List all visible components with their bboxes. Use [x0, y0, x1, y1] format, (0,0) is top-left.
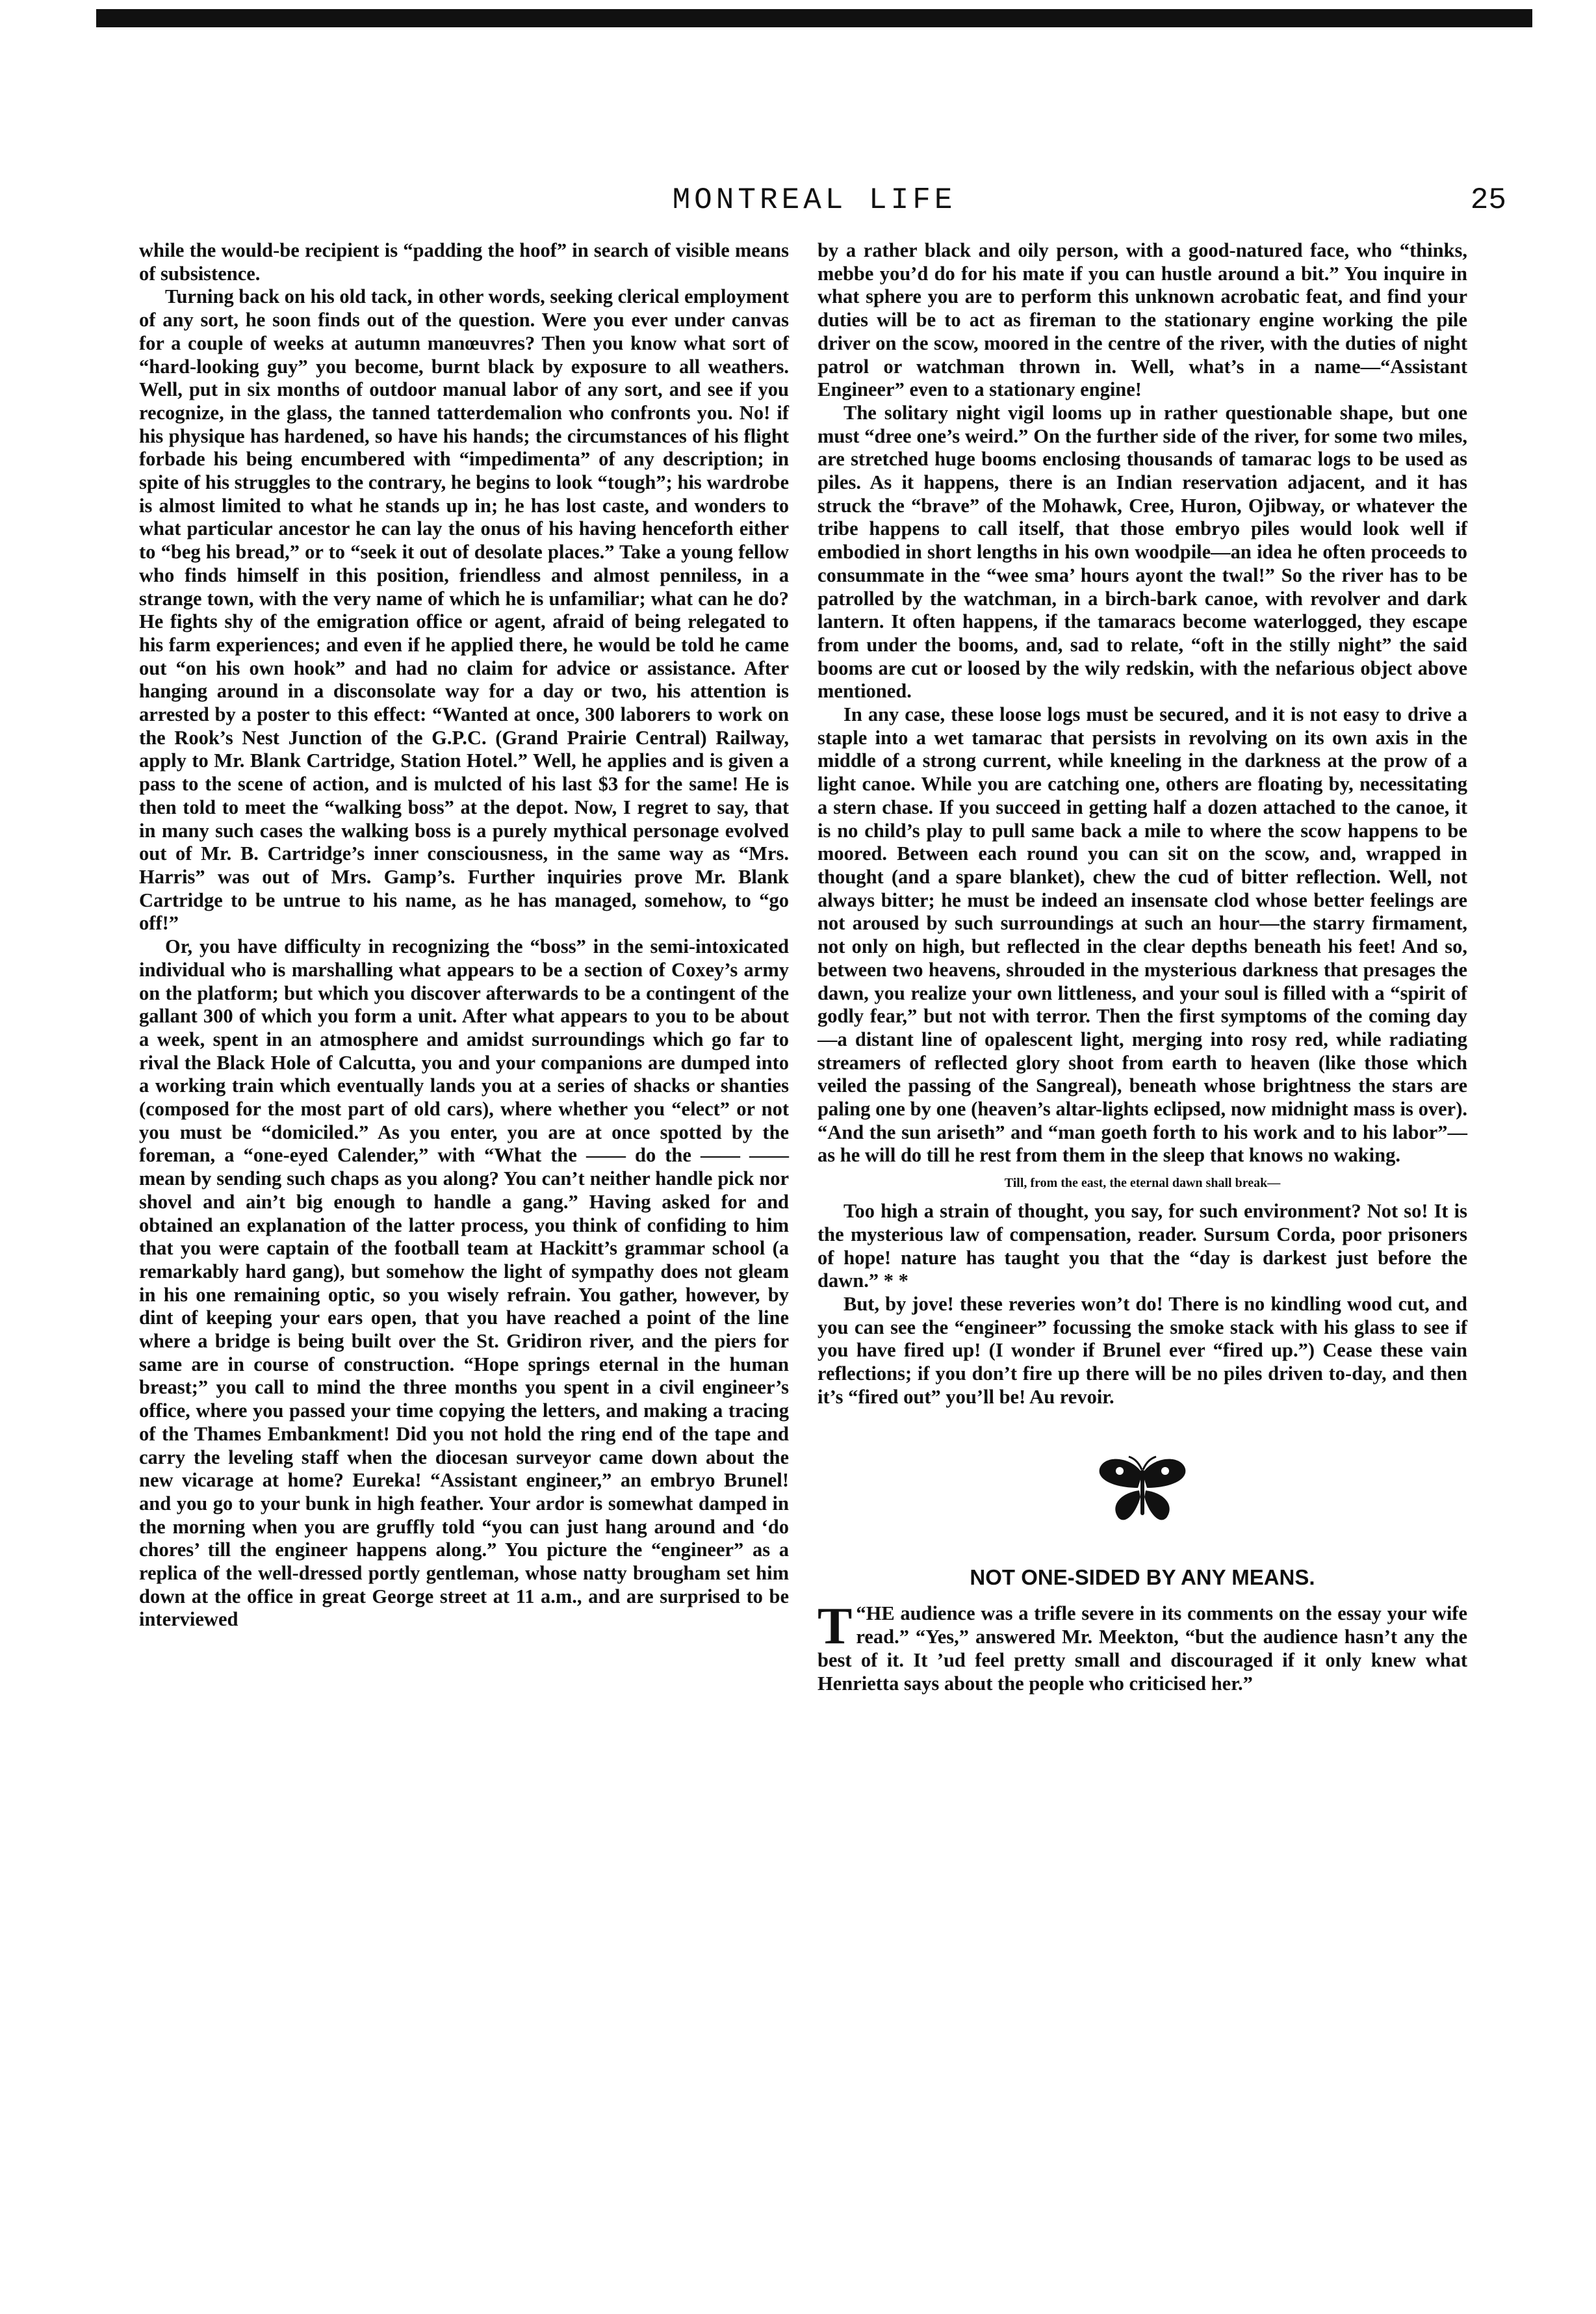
paragraph: while the would-be recipient is “padding the hoof” in search of visible means of subsistence. — [139, 239, 789, 285]
paragraph: The solitary night vigil looms up in rather questionable shape, but one must “dree one’s weird.” On the further side of the river, for some two miles, are stretched huge booms enclosing thousands of tamarac logs to be used as piles. As it happens, there is an Indian reservation adjacent, and it has struck the “brave” of the Mohawk, Cree, Huron, Ojibway, or whatever the tribe happens to call itself, that those embryo piles would look well if embodied in short lengths in his own woodpile—an idea he often proceeds to consummate in the “wee sma’ hours ayont the twal!” So the river has to be patrolled by the watchman, in a birch-bark canoe, with revolver and dark lantern. It often happens, if the tamaracs become waterlogged, they escape from under the booms, and, sad to relate, “oft in the stilly night” the said booms are cut or loosed by the wily redskin, with the nefarious object above mentioned. — [817, 401, 1467, 703]
drop-cap: T — [817, 1598, 853, 1656]
paragraph: by a rather black and oily person, with a good-natured face, who “thinks, mebbe you’d do for his mate if you can hustle around a bit.” You inquire in what sphere you are to perform this unknown acrobatic feat, and find your duties will be to act as fireman to the stationary engine working the pile driver on the scow, moored in the centre of the river, with the duties of night patrol or watchman thrown in. Well, what’s in a name—“Assistant Engineer” even to a stationary engine! — [817, 239, 1467, 401]
anecdote-paragraph — [817, 1598, 1467, 1695]
top-rule — [96, 9, 1532, 27]
page-number: 25 — [1470, 183, 1506, 217]
paragraph: In any case, these loose logs must be secured, and it is not easy to drive a staple into a wet tamarac that persists in revolving on its own axis in the middle of a strong current, while kneeling in the darkness at the prow of a light canoe. While you are catching one, others are floating by, necessitating a stern chase. If you succeed in getting half a dozen attached to the canoe, it is no child’s play to pull same back a mile to where the scow happens to be moored. Between each round you can sit on the scow, and, wrapped in thought (and a spare blanket), chew the cud of bitter reflection. Well, not always bitter; he must be indeed an insensate clod whose better feelings are not aroused by such surroundings at such an hour—the starry firmament, not only on high, but reflected in the clear depths beneath his feet! And so, between two heavens, shrouded in the mysterious darkness that presages the dawn, you realize your own littleness, and your soul is filled with a “spirit of godly fear,” but not with terror. Then the first symptoms of the coming day—a distant line of opalescent light, merging into rosy red, while radiating streamers of reflected glory shoot from earth to heaven (like those which veiled the passing of the Sangreal), beneath whose brightness the stars are paling one by one (heaven’s altar-lights eclipsed, now midnight mass is over). “And the sun ariseth” and “man goeth forth to his work and to his labor”—as he will do till he rest from them in the sleep that knows no waking. — [817, 703, 1467, 1167]
paragraph: Or, you have difficulty in recognizing the “boss” in the semi-intoxicated individual who is marshalling what appears to be a section of Coxey’s army on the platform; but which you discover afterwards to be a contingent of the gallant 300 of which you form a unit. After what appears to you to be about a week, spent in an atmosphere and amidst surroundings which go far to rival the Black Hole of Calcutta, you and your companions are dumped into a working train which eventually lands you at a series of shacks or shanties (composed for the most part of old cars), where whether you “elect” or not you must be “domiciled.” As you enter, you are at once spotted by the foreman, a “one-eyed Calender,” with “What the —— do the —— —— mean by sending such chaps as you along? You can’t neither handle pick nor shovel and ain’t big enough to handle a gang.” Having asked for and obtained an explanation of the latter process, you think of confiding to him that you were captain of the football team at Hackitt’s grammar school (a remarkably hard gang), but somehow the light of sympathy does not gleam in his one remaining optic, so you wisely refrain. You gather, however, by dint of keeping your ears open, that you have reached a point of the line where a bridge is being built over the St. Gridiron river, and the piers for same are in course of construction. “Hope springs eternal in the human breast;” you call to mind the three months you spent in a civil engineer’s office, where you passed your time copying the letters, and making a tracing of the Thames Embankment! Did you not hold the ring end of the tape and carry the leveling staff when the diocesan surveyor came down about the new vicarage at home? Eureka! “Assistant engineer,” an embryo Brunel! and you go to your bunk in high feather. Your ardor is somewhat damped in the morning when you are gruffly told “you can just hang around and ‘do chores’ till the engineer happens along.” You picture the “engineer” as a replica of the well-dressed portly gentleman, whose natty brougham set him down at the office in great George street at 11 a.m., and are surprised to be interviewed — [139, 935, 789, 1631]
butterfly-ornament-icon — [1094, 1454, 1191, 1526]
open-quote: “ — [856, 1602, 866, 1625]
page-header — [96, 181, 1532, 220]
right-column — [817, 239, 1467, 1695]
paragraph: But, by jove! these reveries won’t do! There is no kindling wood cut, and you can see the “engineer” focussing the smoke stack with his glass to see if you have fired up! (I wonder if Brunel ever “fired up.”) Cease these vain reflections; if you don’t fire up there will be no piles driven to-day, and then it’s “fired out” you’ll be! Au revoir. — [817, 1292, 1467, 1408]
running-title: MONTREAL LIFE — [672, 183, 957, 217]
section-heading: NOT ONE-SIDED BY ANY MEANS. — [970, 1565, 1315, 1590]
paragraph: Too high a strain of thought, you say, for such environment? Not so! It is the mysterious law of compensation, reader. Sursum Corda, poor prisoners of hope! nature has taught you that the “day is darkest just before the dawn.” * * — [817, 1200, 1467, 1292]
paragraph: Turning back on his old tack, in other words, seeking clerical employment of any sort, he soon finds out of the question. Were you ever under canvas for a couple of weeks at autumn manœuvres? Then you know what sort of “hard-looking guy” you become, burnt black by exposure to all weathers. Well, put in six months of outdoor manual labor of any sort, and see if you recognize, in the glass, the tanned tatterdemalion who confronts you. No! if his physique has hardened, so have his hands; the circumstances of his flight forbade his being encumbered with “impedimenta” of any description; in spite of his struggles to the contrary, he begins to look “tough”; his wardrobe is almost limited to what he stands up in; he has lost caste, and wonders to what particular ancestor he can lay the onus of his having henceforth either to “beg his bread,” or to “seek it out of desolate places.” Take a young fellow who finds himself in this position, friendless and almost penniless, in a strange town, with the very name of which he is unfamiliar; what can he do? He fights shy of the emigration office or agent, afraid of being relegated to his farm experiences; and even if he applied there, he would be told he came out “on his own hook” and had no claim for advice or assistance. After hanging around in a disconsolate way for a day or two, his attention is arrested by a poster to this effect: “Wanted at once, 300 laborers to work on the Rook’s Nest Junction of the G.P.C. (Grand Prairie Central) Railway, apply to Mr. Blank Cartridge, Station Hotel.” Well, he applies and is given a pass to the scene of action, and is mulcted of his last $3 for the same! He is then told to meet the “walking boss” at the depot. Now, I regret to say, that in many such cases the walking boss is a purely mythical personage evolved out of Mr. B. Cartridge’s inner consciousness, in the same way as “Mrs. Harris” was out of Mrs. Gamp’s. Further inquiries prove Mr. Blank Cartridge to be untrue to his name, as he has managed, somehow, to “go off!” — [139, 285, 789, 935]
left-column — [139, 239, 789, 1632]
verse-line: Till, from the east, the eternal dawn shall break— — [1004, 1176, 1281, 1191]
anecdote-text: HE audience was a trifle severe in its comments on the essay your wife read.” “Yes,” answered Mr. Meekton, “but the audience hasn’t any the best of it. It ’ud feel pretty small and discouraged if it only knew what Henrietta says about the people who criticised her.” — [817, 1602, 1467, 1695]
